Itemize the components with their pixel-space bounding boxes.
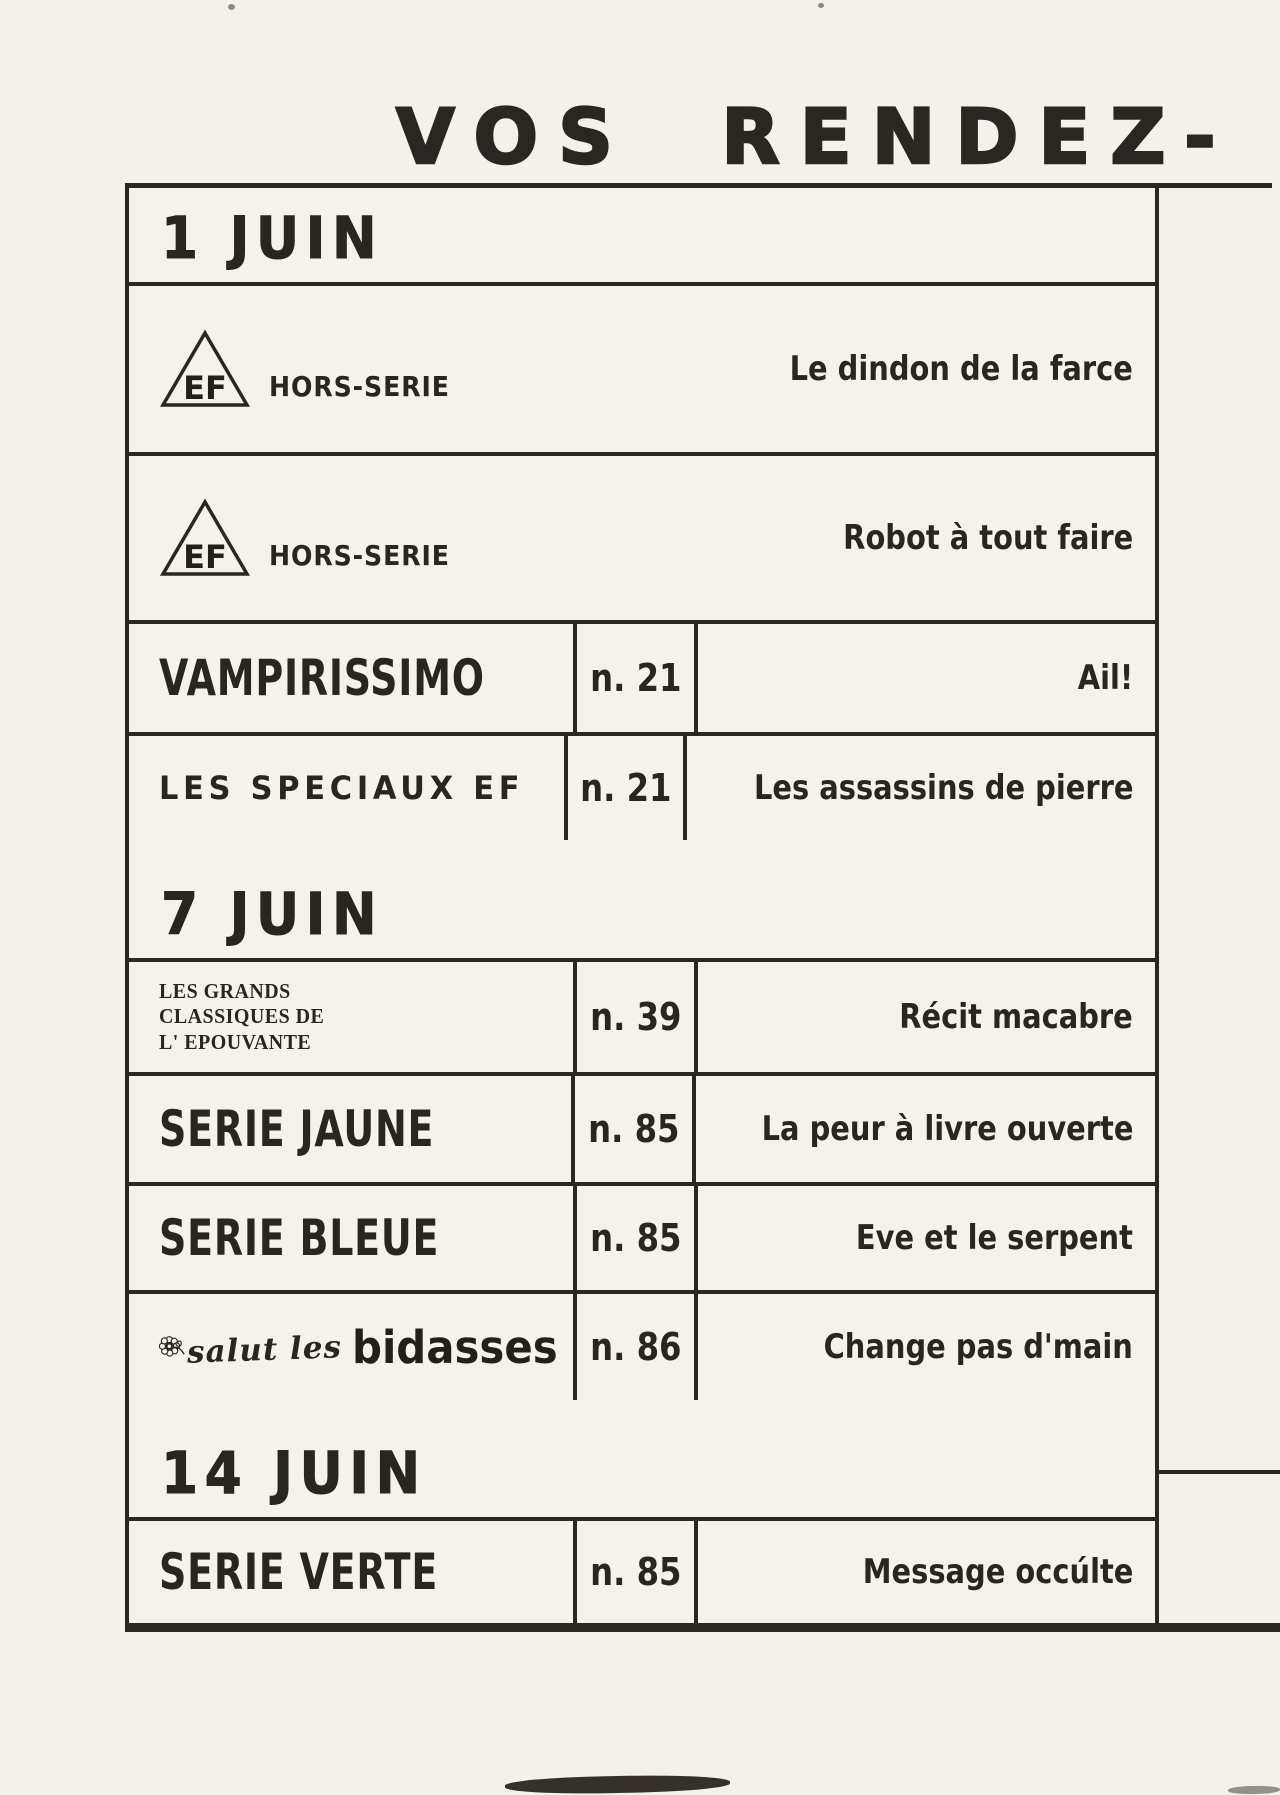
series-cell (129, 1294, 573, 1400)
table-row (129, 282, 1155, 452)
issue-title: Ail! (1077, 658, 1133, 698)
issue-number: n. 39 (589, 995, 682, 1039)
scan-speck (818, 3, 824, 8)
series-label: SERIE VERTE (159, 1543, 439, 1601)
table-row (129, 958, 1155, 1072)
table-row (129, 620, 1155, 732)
series-cell (129, 1186, 573, 1290)
issue-title: Récit macabre (899, 997, 1133, 1037)
scan-smudge (1228, 1786, 1280, 1795)
salut-les-script-text: salut les (186, 1329, 343, 1371)
table-row (129, 732, 1155, 840)
issue-number: n. 86 (589, 1325, 682, 1369)
issue-number-cell (573, 962, 698, 1072)
facing-table-row-line-fragment (1159, 1470, 1280, 1474)
title-cell (698, 1294, 1155, 1400)
issue-number-cell (571, 1076, 695, 1182)
ef-triangle-logo (159, 498, 251, 578)
bidasses-logo-text: bidasses (351, 1320, 558, 1374)
issue-number-cell (573, 1521, 698, 1623)
issue-number-cell (564, 736, 686, 840)
page-title: VOS RENDEZ- (396, 92, 1236, 181)
ef-logo-text: EF (183, 538, 227, 576)
series-cell (129, 1076, 571, 1182)
section-header-7-juin (129, 840, 1155, 958)
table-row (129, 1290, 1155, 1400)
series-cell (129, 624, 573, 732)
series-label: VAMPIRISSIMO (159, 649, 485, 707)
daisy-flower-icon (159, 1316, 185, 1378)
series-cell (159, 498, 470, 578)
issue-title: La peur à livre ouverte (761, 1109, 1133, 1149)
title-cell: Robot à tout faire (842, 518, 1133, 558)
series-line: LES GRANDS (159, 979, 291, 1004)
issue-title: Les assassins de pierre (753, 768, 1133, 808)
issue-title: Change pas d'main (823, 1327, 1133, 1367)
title-cell (698, 962, 1155, 1072)
issue-number: n. 21 (579, 766, 672, 810)
schedule-table (125, 183, 1159, 1632)
series-label: LES SPECIAUX EF (159, 769, 525, 807)
title-cell (687, 736, 1155, 840)
title-cell (698, 1521, 1155, 1623)
title-cell (698, 624, 1155, 732)
series-label: HORS-SERIE (269, 538, 450, 572)
series-line: CLASSIQUES DE (159, 1004, 325, 1029)
title-cell (696, 1076, 1155, 1182)
title-cell: Le dindon de la farce (789, 349, 1133, 389)
ef-logo-text: EF (183, 369, 227, 407)
table-row (129, 1072, 1155, 1182)
issue-number-cell (573, 1186, 698, 1290)
issue-title: Message occúlte (862, 1552, 1133, 1592)
section-header-1-juin (129, 188, 1155, 282)
section-header-14-juin (129, 1400, 1155, 1517)
section-date: 14 JUIN (161, 1439, 427, 1507)
ef-triangle-logo (159, 329, 251, 409)
issue-number: n. 85 (589, 1550, 682, 1594)
section-date: 1 JUIN (161, 204, 384, 272)
section-date: 7 JUIN (161, 880, 384, 948)
series-label: HORS-SERIE (269, 369, 450, 403)
series-label: SERIE JAUNE (159, 1100, 435, 1158)
issue-number: n. 85 (589, 1216, 682, 1260)
series-label (159, 979, 324, 1055)
series-cell (129, 1521, 573, 1623)
scan-smudge (505, 1774, 730, 1795)
issue-number: n. 21 (589, 656, 682, 700)
issue-number-cell (573, 624, 698, 732)
series-label: SERIE BLEUE (159, 1209, 440, 1267)
scan-speck (228, 4, 235, 10)
table-row (129, 452, 1155, 620)
series-cell (159, 329, 470, 409)
facing-table-bottom-border-fragment (1159, 1623, 1280, 1632)
issue-title: Eve et le serpent (855, 1218, 1133, 1258)
series-line: L' EPOUVANTE (159, 1029, 312, 1054)
series-cell (129, 736, 564, 840)
facing-table-top-border-fragment (1159, 183, 1272, 188)
table-row (129, 1517, 1155, 1623)
title-cell (698, 1186, 1155, 1290)
issue-number-cell (573, 1294, 698, 1400)
issue-number: n. 85 (587, 1107, 680, 1151)
table-row (129, 1182, 1155, 1290)
series-cell (129, 962, 573, 1072)
